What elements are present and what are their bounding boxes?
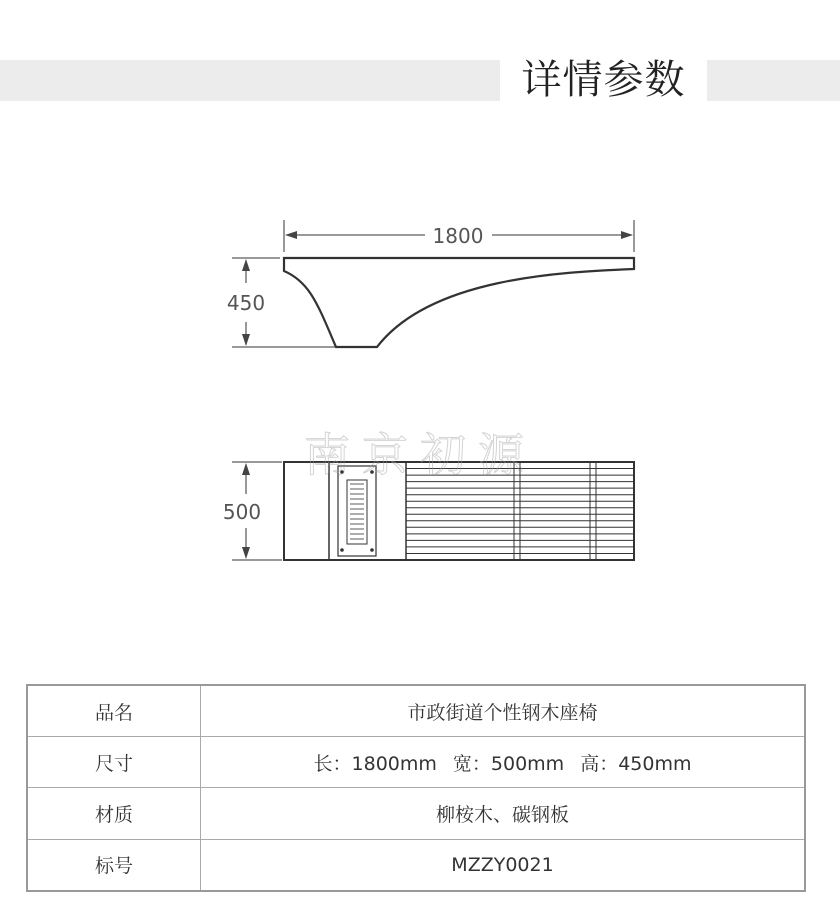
- size-width: 宽：500mm: [452, 752, 565, 775]
- spec-label-code: 标号: [27, 839, 201, 891]
- watermark: 南京初源: [304, 428, 536, 482]
- table-row: [27, 839, 805, 891]
- spec-value-code: MZZY0021: [201, 839, 806, 891]
- table-row: [27, 788, 805, 839]
- spec-table: [26, 684, 806, 892]
- spec-value-name: 市政街道个性钢木座椅: [201, 685, 806, 737]
- spec-label-size: 尺寸: [27, 737, 201, 788]
- height-label: 450: [226, 291, 266, 315]
- spec-value-size: [201, 737, 806, 788]
- spec-value-material: 柳桉木、碳钢板: [201, 788, 806, 839]
- size-height: 高：450mm: [580, 752, 692, 775]
- width-label: 500: [222, 500, 262, 524]
- table-row: [27, 737, 805, 788]
- length-label: 1800: [432, 224, 484, 248]
- spec-label-name: 品名: [27, 685, 201, 737]
- section-title: 详情参数: [521, 57, 686, 103]
- bench-side-profile: [284, 258, 634, 347]
- size-length: 长：1800mm: [313, 752, 437, 775]
- spec-label-material: 材质: [27, 788, 201, 839]
- table-row: [27, 685, 805, 737]
